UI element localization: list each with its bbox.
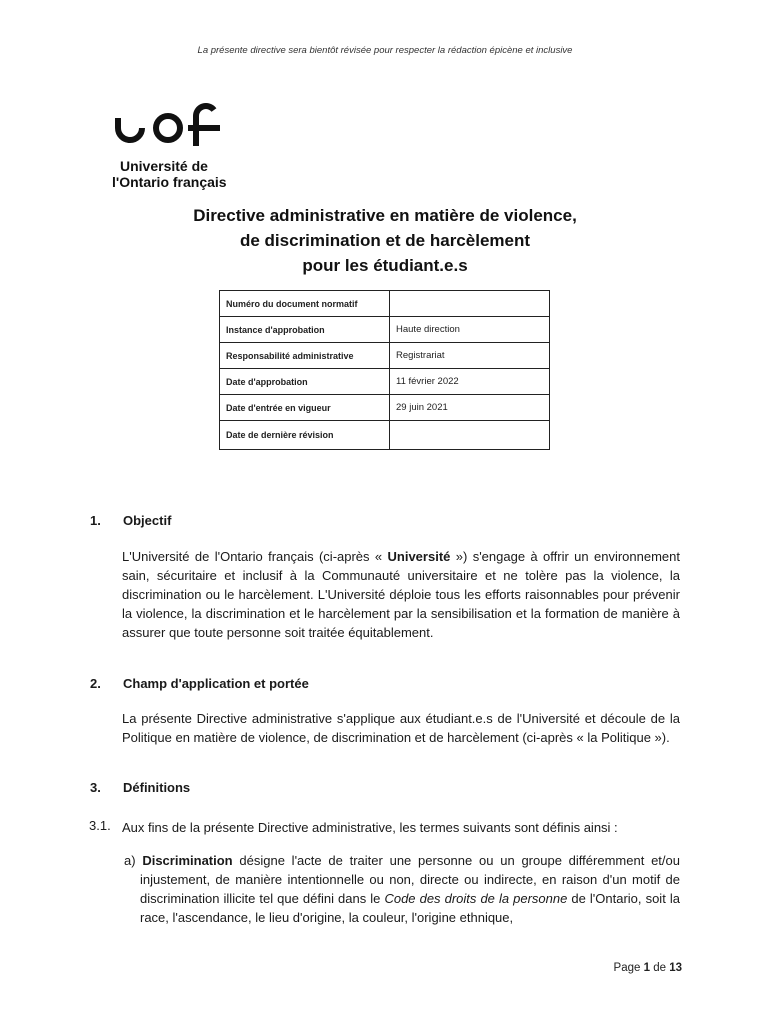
- table-value: Registrariat: [390, 343, 550, 369]
- section-2-paragraph: La présente Directive administrative s'applique aux étudiant.e.s de l'Université et découle de la Politique en matière de violence, de discrimination et de harcèlement (ci-après « la Politique »).: [122, 711, 680, 745]
- page-prefix: Page: [613, 962, 641, 974]
- text-run: désigne l'acte de traiter une personne ou un groupe différemment et/ou injustement, de manière intentionnelle ou non, directe ou indirecte, en raison d'un motif de discrimination illicite tel que défini dans le: [140, 853, 680, 906]
- table-value: [390, 421, 550, 450]
- table-row: [220, 291, 550, 317]
- table-label: Instance d'approbation: [220, 317, 390, 343]
- table-label: Numéro du document normatif: [220, 291, 390, 317]
- text-run: ») s'engage à offrir un environnement sain, sécuritaire et inclusif à la Communauté universitaire et ne tolère pas la violence, la discrimination ou le harcèlement. L'Université déploie tous les efforts raisonnables pour prévenir la violence, la discrimination et le harcèlement par la sensibilisation et la formation de manière à assurer que toute personne soit traitée équitablement.: [122, 549, 680, 640]
- current-page: 1: [643, 962, 650, 974]
- section-number: 1.: [90, 513, 101, 528]
- section-title-champ: Champ d'application et portée: [123, 676, 309, 691]
- table-row: [220, 395, 550, 421]
- page-separator: de: [653, 962, 666, 974]
- section-number: 2.: [90, 676, 101, 691]
- table-row: [220, 317, 550, 343]
- revision-note: La présente directive sera bientôt révisée pour respecter la rédaction épicène et inclusive: [197, 45, 573, 56]
- table-row: [220, 421, 550, 450]
- table-label: Date d'approbation: [220, 369, 390, 395]
- defined-term: Discrimination: [142, 853, 233, 868]
- table-row: [220, 343, 550, 369]
- text-run: L'Université de l'Ontario français (ci-après «: [122, 549, 388, 564]
- definition-item-a: [124, 851, 680, 927]
- list-marker: a): [124, 853, 136, 868]
- table-label: Date d'entrée en vigueur: [220, 395, 390, 421]
- document-metadata-table: [219, 290, 550, 450]
- page-number: [560, 962, 682, 974]
- text-run: de l'Ontario, soit la race, l'ascendance, le lieu d'origine, la couleur, l'origine ethnique,: [140, 891, 680, 925]
- cited-code-title: Code des droits de la personne: [384, 891, 568, 906]
- logo-text-line-1: Université de: [120, 158, 208, 174]
- section-1-paragraph: [122, 547, 680, 642]
- uof-logo-mark: [112, 100, 232, 152]
- table-value: 29 juin 2021: [390, 395, 550, 421]
- table-label: Responsabilité administrative: [220, 343, 390, 369]
- section-title-objectif: Objectif: [123, 513, 172, 528]
- title-line-1: Directive administrative en matière de violence,: [193, 206, 577, 225]
- title-line-3: pour les étudiant.e.s: [302, 256, 468, 275]
- document-title: [100, 203, 670, 278]
- logo-text-line-2: l'Ontario français: [112, 174, 227, 190]
- title-line-2: de discrimination et de harcèlement: [239, 231, 531, 250]
- subsection-3-1-text: Aux fins de la présente Directive administrative, les termes suivants sont définis ainsi :: [122, 820, 618, 835]
- section-number: 3.: [90, 780, 101, 795]
- table-value: 11 février 2022: [390, 369, 550, 395]
- table-label: Date de dernière révision: [220, 421, 390, 450]
- table-value: [390, 291, 550, 317]
- table-value: Haute direction: [390, 317, 550, 343]
- section-title-definitions: Définitions: [123, 780, 191, 795]
- table-row: [220, 369, 550, 395]
- university-logo: [112, 100, 262, 190]
- defined-term: Université: [387, 549, 451, 564]
- subsection-number: 3.1.: [89, 818, 111, 833]
- total-pages: 13: [669, 962, 682, 974]
